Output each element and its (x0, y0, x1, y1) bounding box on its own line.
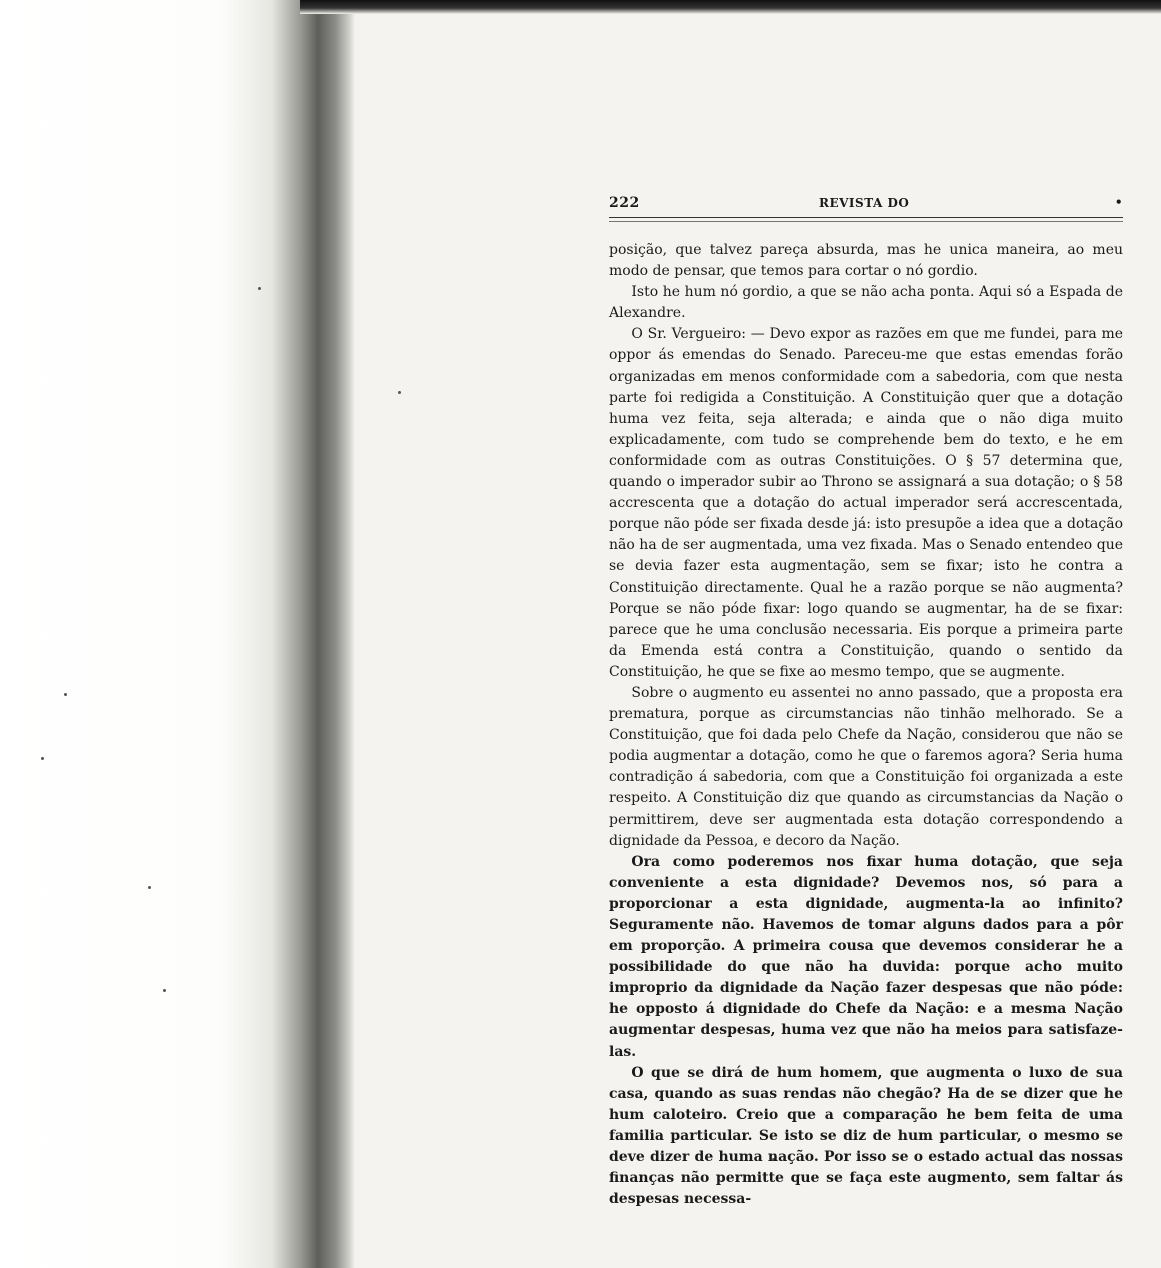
running-head (609, 193, 1123, 213)
paragraph: posição, que talvez pareça absurda, mas he unica maneira, ao meu modo de pensar, que temos para cortar o nó gordio. (609, 242, 1123, 280)
paragraph: O Sr. Vergueiro: — Devo expor as razões em que me fundei, para me oppor ás emendas do Senado. Pareceu-me que estas emendas forão organizadas em menos conformidade com a sabedoria, com que nesta parte foi redigida a Constituição. A Constituição quer que a dotação huma vez feita, seja alterada; e ainda que o não diga muito explicadamente, com tudo se comprehende bem do texto, e he em conformidade com as outras Constituições. O § 57 determina que, quando o imperador subir ao Throno se assignará a sua dotação; o § 58 accrescenta que a dotação do actual imperador será accrescentada, porque não póde ser fixada desde já: isto presupõe a idea que a dotação não ha de ser augmentada, uma vez fixada. Mas o Senado entendeo que se devia fazer esta augmentação, sem se fixar; isto he contra a Constituição directamente. Qual he a razão porque se não augmenta? Porque se não póde fixar: logo quando se augmentar, ha de se fixar: parece que he uma conclusão necessaria. Eis porque a primeira parte da Emenda está contra a Constituição, quando o sentido da Constituição, he que se fixe ao mesmo tempo, que se augmente. (609, 326, 1123, 680)
scan-speck (163, 989, 166, 992)
header-rule (609, 217, 1123, 222)
scan-speck (148, 886, 151, 889)
journal-title: REVISTA DO (819, 196, 910, 210)
page-number: 222 (609, 195, 640, 211)
scan-speck (64, 693, 67, 696)
paragraph: Ora como poderemos nos fixar huma dotação, que seja conveniente a esta dignidade? Devemos nos, só para a proporcionar a esta dignidade, augmenta-la ao infinito? Seguramente não. Havemos de tomar alguns dados para a pôr em proporção. A primeira cousa que devemos considerar he a possibilidade do que não ha duvida: porque acho muito improprio da dignidade da Nação fazer despesas que não póde: he opposto á dignidade do Chefe da Nação: e a mesma Nação augmentar despesas, huma vez que não ha meios para satisfaze-las. (609, 853, 1123, 1060)
paragraph: Sobre o augmento eu assentei no anno passado, que a proposta era prematura, porque as circumstancias não tinhão melhorado. Se a Constituição, que foi dada pelo Chefe da Nação, considerou que não se podia augmentar a dotação, como he que o faremos agora? Seria huma contradição á sabedoria, com que a Constituição foi organizada a este respeito. A Constituição diz que quando as circumstancias da Nação o permittirem, deve ser augmentada esta dotação correspondendo a dignidade da Pessoa, e decoro da Nação. (609, 684, 1123, 849)
scan-speck (258, 287, 261, 290)
running-head-mark: • (1114, 195, 1123, 209)
paragraph: O que se dirá de hum homem, que augmenta o luxo de sua casa, quando as suas rendas não chegão? Ha de se dizer que he hum caloteiro. Creio que a comparação he bem feita de uma familia particular. Se isto se diz de hum particular, o mesmo se deve dizer de huma nação. Por isso se o estado actual das nossas finanças não permitte que se faça este augmento, sem faltar ás despesas necessa- (609, 1064, 1123, 1208)
scan-speck (398, 391, 401, 394)
book-gutter-shadow (0, 0, 355, 1268)
page-body (609, 240, 1123, 1210)
scan-speck (41, 757, 44, 760)
page-top-edge (300, 0, 1161, 14)
book-page (609, 193, 1123, 1210)
paragraph: Isto he hum nó gordio, a que se não acha ponta. Aqui só a Espada de Alexandre. (609, 284, 1123, 322)
